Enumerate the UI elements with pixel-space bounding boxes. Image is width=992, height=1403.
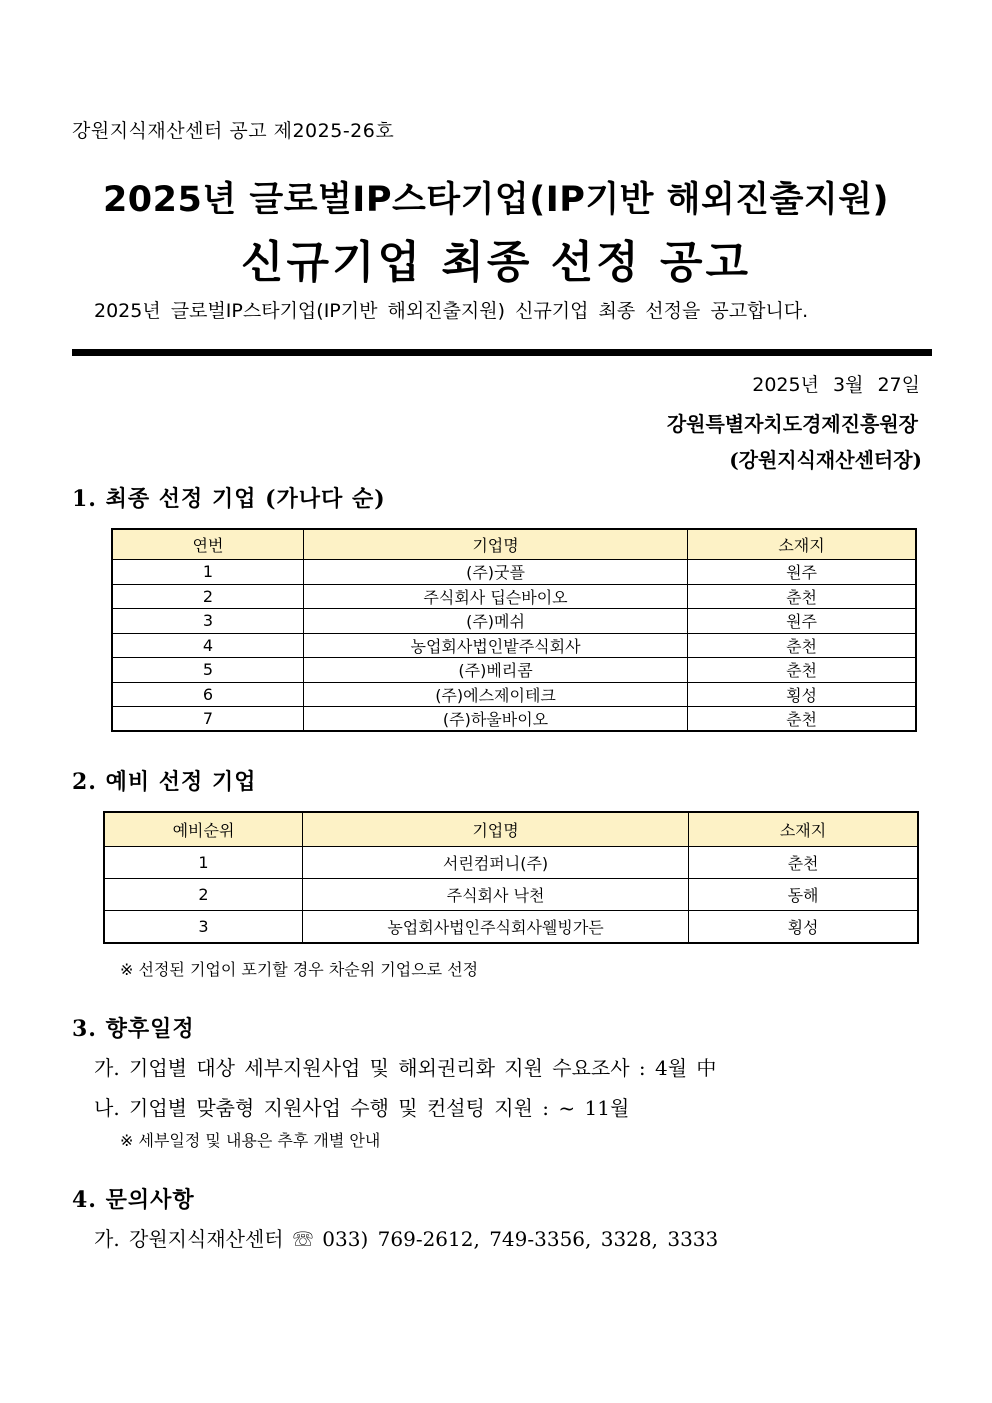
- table-row: [112, 658, 916, 683]
- divider: [72, 349, 932, 356]
- issuer-name: 강원특별자치도경제진흥원장: [666, 412, 918, 436]
- schedule-item: 나. 기업별 맞춤형 지원사업 수행 및 컨설팅 지원 : ~ 11월: [94, 1096, 630, 1120]
- intro-text: 2025년 글로벌IP스타기업(IP기반 해외진출지원) 신규기업 최종 선정을 공고합니다.: [94, 300, 809, 322]
- reserve-rank: 1: [104, 847, 303, 879]
- company-name: (주)베리콤: [304, 658, 688, 683]
- row-number: 7: [112, 707, 304, 732]
- page-title: 2025년 글로벌IP스타기업(IP기반 해외진출지원): [102, 180, 890, 220]
- column-header: 연번: [112, 529, 304, 560]
- company-name: 농업회사법인밭주식회사: [304, 633, 688, 658]
- section-title-inquiry: 4. 문의사항: [72, 1187, 195, 1213]
- company-location: 동해: [689, 879, 918, 911]
- schedule-item: 가. 기업별 대상 세부지원사업 및 해외권리화 지원 수요조사 : 4월 中: [94, 1056, 717, 1080]
- table-header-row: [104, 812, 918, 847]
- company-location: 춘천: [688, 584, 916, 609]
- section-title-reserve-selection: 2. 예비 선정 기업: [72, 769, 257, 795]
- company-name: (주)에스제이테크: [304, 682, 688, 707]
- table-header-row: [112, 529, 916, 560]
- company-name: 주식회사 낙천: [303, 879, 689, 911]
- column-header: 예비순위: [104, 812, 303, 847]
- page-subtitle: 신규기업 최종 선정 공고: [241, 237, 751, 288]
- reserve-rank: 3: [104, 911, 303, 943]
- row-number: 5: [112, 658, 304, 683]
- final-selection-table: [111, 528, 917, 732]
- company-location: 춘천: [689, 847, 918, 879]
- table-row: [104, 879, 918, 911]
- company-location: 횡성: [688, 682, 916, 707]
- table-row: [104, 911, 918, 943]
- table-row: [112, 584, 916, 609]
- row-number: 4: [112, 633, 304, 658]
- row-number: 3: [112, 609, 304, 634]
- contact-item: 가. 강원지식재산센터 ☏ 033) 769-2612, 749-3356, 3328, 3333: [94, 1227, 719, 1251]
- company-name: 주식회사 딥슨바이오: [304, 584, 688, 609]
- notice-date: 2025년 3월 27일: [752, 374, 920, 396]
- issuer-sub: (강원지식재산센터장): [729, 448, 922, 472]
- row-number: 2: [112, 584, 304, 609]
- table-row: [112, 609, 916, 634]
- company-name: 농업회사법인주식회사웰빙가든: [303, 911, 689, 943]
- table-row: [112, 560, 916, 585]
- column-header: 기업명: [303, 812, 689, 847]
- column-header: 기업명: [304, 529, 688, 560]
- reserve-note: ※ 선정된 기업이 포기할 경우 차순위 기업으로 선정: [120, 960, 479, 979]
- company-location: 춘천: [688, 658, 916, 683]
- table-row: [112, 682, 916, 707]
- company-location: 춘천: [688, 707, 916, 732]
- company-name: (주)하울바이오: [304, 707, 688, 732]
- company-location: 횡성: [689, 911, 918, 943]
- company-name: (주)메쉬: [304, 609, 688, 634]
- company-name: (주)굿플: [304, 560, 688, 585]
- company-location: 춘천: [688, 633, 916, 658]
- row-number: 6: [112, 682, 304, 707]
- table-row: [112, 707, 916, 732]
- column-header: 소재지: [688, 529, 916, 560]
- company-name: 서린컴퍼니(주): [303, 847, 689, 879]
- schedule-note: ※ 세부일정 및 내용은 추후 개별 안내: [120, 1131, 381, 1150]
- row-number: 1: [112, 560, 304, 585]
- table-row: [104, 847, 918, 879]
- company-location: 원주: [688, 609, 916, 634]
- company-location: 원주: [688, 560, 916, 585]
- section-title-schedule: 3. 향후일정: [72, 1016, 195, 1042]
- reserve-rank: 2: [104, 879, 303, 911]
- reserve-selection-table: [103, 811, 919, 944]
- column-header: 소재지: [689, 812, 918, 847]
- section-title-final-selection: 1. 최종 선정 기업 (가나다 순): [72, 486, 386, 512]
- table-row: [112, 633, 916, 658]
- notice-number: 강원지식재산센터 공고 제2025-26호: [72, 120, 395, 142]
